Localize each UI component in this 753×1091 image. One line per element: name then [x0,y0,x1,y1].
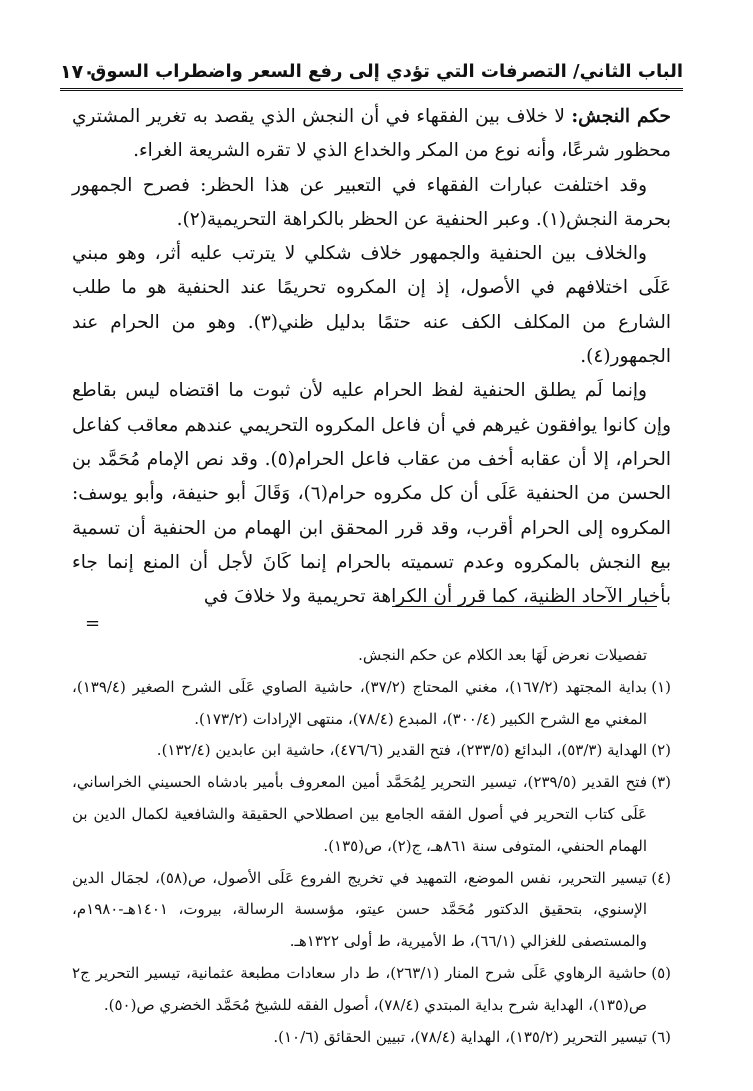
running-header [60,58,683,90]
footnote-label: (١) [651,677,671,696]
paragraph-2: وقد اختلفت عبارات الفقهاء في التعبير عن هذا الحظر: فصرح الجمهور بحرمة النجش(١). وعبر الحنفية عن الحظر بالكراهة التحريمية(٢). [72,174,671,230]
footnote-text: تيسير التحرير (١٣٥/٢)، الهداية (٧٨/٤)، تبيين الحقائق (١٠/٦). [273,1027,647,1046]
paragraph-3: والخلاف بين الحنفية والجمهور خلاف شكلي لا يترتب عليه أثر، وهو مبني عَلَى اختلافهم في الأصول، إذ إن المكروه تحريمًا عند الحنفية هو ما طلب الشارع من المكلف الكف عنه حتمًا بدليل ظني(٣). وهو من الحرام عند الجمهور(٤). [72,243,671,368]
footnote-5 [72,958,671,1022]
chapter-title: الباب الثاني/ التصرفات التي تؤدي إلى رفع السعر واضطراب السوق [90,61,683,82]
footnote-label: (٦) [651,1027,671,1046]
footnote-label: (٢) [651,741,671,760]
footnote-text: حاشية الرهاوي عَلَى شرح المنار (٢٦٣/١)، ط دار سعادات مطبعة عثمانية، تيسير التحرير ج٢ ص(١٣٥)، الهداية شرح بداية المبتدي (٧٨/٤)، أصول الفقه للشيخ مُحَمَّد الخضري ص(٥٠). [72,963,647,1014]
paragraph-4: وإنما لَم يطلق الحنفية لفظ الحرام عليه لأن ثبوت ما اقتضاه ليس بقاطع وإن كانوا يوافقون غيرهم في أن فاعل المكروه التحريمي عندهم معاقب كفاعل الحرام، إلا أن عقابه أخف من عقاب فاعل الحرام(٥). وقد نص الإمام مُحَمَّد بن الحسن من الحنفية عَلَى أن كل مكروه حرام(٦)، وَقَالَ أبو حنيفة، وأبو يوسف: المكروه إلى الحرام أقرب، وقد قرر المحقق ابن الهمام من الحنفية أن تسمية بيع النجش بالمكروه وعدم تسميته بالحرام إنما كَانَ لأجل أن المنع إنما جاء بأخبار الآحاد الظنية، كما قرر أن الكراهة تحريمية ولا خلافَ في [72,380,672,608]
footnote-text: بداية المجتهد (١٦٧/٢)، مغني المحتاج (٣٧/٢)، حاشية الصاوي عَلَى الشرح الصغير (١٣٩/٤)، المغني مع الشرح الكبير (٣٠٠/٤)، المبدع (٧٨/٤)، منتهى الإرادات (١٧٣/٢). [72,677,647,728]
footnote-4 [72,863,671,958]
paragraph-1 [72,100,671,169]
footnote-6 [72,1022,671,1054]
paragraph-1-text: لا خلاف بين الفقهاء في أن النجش الذي يقصد به تغرير المشتري محظور شرعًا، وأنه نوع من المكر والخداع الذي لا تقره الشريعة الغراء. [72,106,671,162]
footnote-text: فتح القدير (٢٣٩/٥)، تيسير التحرير لِمُحَمَّد أمين المعروف بأمير بادشاه الحسيني الخراساني، عَلَى كتاب التحرير في أصول الفقه الجامع بين اصطلاحي الحقيقة والشافعية لكمال الدين بن الهمام الحنفي، المتوفى سنة ٨٦١هـ، ج(٢)، ص(١٣٥). [72,773,647,855]
footnote-continuation-mark: = [85,613,101,634]
page-number: ١٧٠ [60,61,95,83]
footnote-1 [72,672,671,736]
footnote-label: (٣) [651,773,671,792]
footnote-text: الهداية (٥٣/٣)، البدائع (٢٣٣/٥)، فتح القدير (٤٧٦/٦)، حاشية ابن عابدين (١٣٢/٤). [156,741,647,760]
main-text [72,100,671,614]
footnote-3 [72,767,671,862]
header-divider [60,88,683,91]
section-lead-term: حكم النجش: [571,106,671,127]
footnote-continuation: تفصيلات نعرض لَهَا بعد الكلام عن حكم النجش. [358,646,647,664]
footnote-separator [392,606,657,607]
footnote-label: (٤) [651,868,671,887]
footnote-2 [72,735,671,767]
footnote-label: (٥) [651,963,671,982]
footnote-text: تيسير التحرير، نفس الموضع، التمهيد في تخريج الفروع عَلَى الأصول، ص(٥٨)، لجمَال الدين الإسنوي، بتحقيق الدكتور مُحَمَّد حسن عيتو، مؤسسة الرسالة، بيروت، ١٤٠١هـ-١٩٨٠م، والمستصفى للغزالي (٦٦/١)، ط الأميرية، ط أولى ١٣٢٢هـ. [72,868,647,951]
footnotes [72,640,671,1053]
